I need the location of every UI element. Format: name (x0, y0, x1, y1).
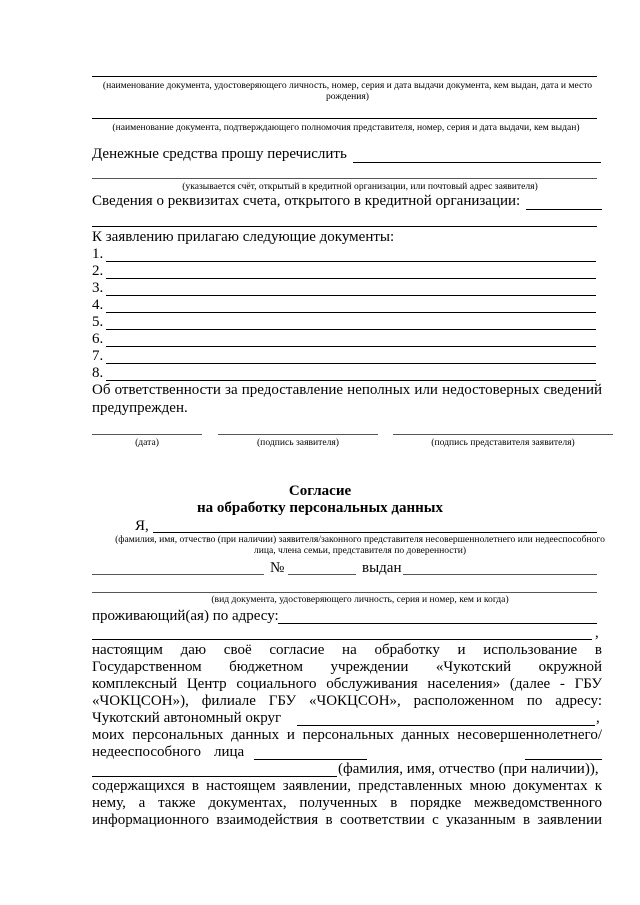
doc-item-number: 2. (92, 263, 104, 279)
bank-label: Сведения о реквизитах счета, открытого в кредитной организации: (92, 193, 521, 209)
consent-body-line: нему, а также документах, полученных в порядке межведомственного (92, 795, 602, 811)
issued-label: выдан (362, 560, 402, 576)
full-name-caption: (фамилия, имя, отчество (при наличии) заявителя/законного представителя несовершеннолетнего или недееспособного лица, члена семьи, представителя по доверенности) (115, 534, 605, 556)
identity-doc-caption: (наименование документа, удостоверяющего личность, номер, серия и дата выдачи документа, кем выдан, дата и место рождения) (102, 80, 593, 102)
authority-doc-line[interactable] (92, 118, 597, 119)
number-sign: № (270, 560, 285, 576)
consent-body-line: Государственном бюджетном учреждении «Чукотский окружной (92, 659, 602, 675)
region-comma: , (596, 710, 600, 726)
doc-item-number: 4. (92, 297, 104, 313)
identity-doc-line[interactable] (92, 76, 597, 77)
consent-body-line: моих персональных данных и персональных данных несовершеннолетнего/ (92, 727, 602, 743)
consent-body-line: содержащихся в настоящем заявлении, представленных мною документах к (92, 778, 602, 794)
consent-body-line: настоящим даю своё согласие на обработку и использование в (92, 642, 602, 658)
doc-item-number: 1. (92, 246, 104, 262)
region-field[interactable] (297, 725, 595, 726)
consent-title: Согласие (288, 483, 352, 499)
doc-item-number: 5. (92, 314, 104, 330)
issued-by-field[interactable] (403, 574, 597, 575)
doc-type-field[interactable] (92, 574, 264, 575)
region-label: Чукотский автономный округ (92, 710, 282, 726)
doc-item-number: 8. (92, 365, 104, 381)
doc-item-line[interactable] (106, 295, 596, 296)
documents-label: К заявлению прилагаю следующие документы: (92, 229, 395, 245)
applicant-signature-caption: (подпись заявителя) (256, 437, 339, 448)
representative-signature-caption: (подпись представителя заявителя) (431, 437, 575, 448)
consent-body-line: информационного взаимодействия в соответствии с указанным в заявлении (92, 812, 602, 828)
address-field[interactable] (278, 623, 597, 624)
consent-subtitle: на обработку персональных данных (197, 500, 443, 516)
date-caption: (дата) (135, 437, 159, 448)
person-name-caption: (фамилия, имя, отчество (при наличии)), (338, 761, 599, 777)
incapable-label: недееспособного (92, 744, 201, 760)
money-caption: (указывается счёт, открытый в кредитной организации, или почтовый адрес заявителя) (182, 181, 538, 192)
authority-doc-caption: (наименование документа, подтверждающего полномочия представителя, номер, серия и дата выдачи, кем выдан) (112, 122, 580, 133)
full-name-field[interactable] (153, 532, 597, 533)
doc-item-number: 7. (92, 348, 104, 364)
money-label: Денежные средства прошу перечислить (92, 146, 347, 162)
bank-field-2[interactable] (92, 226, 597, 227)
person-label: лица (214, 744, 245, 760)
consent-body-line: комплексный Центр социального обслуживания населения» (далее - ГБУ (92, 676, 602, 692)
person-field[interactable] (254, 759, 367, 760)
person-field-right[interactable] (525, 759, 602, 760)
doc-item-line[interactable] (106, 278, 596, 279)
doc-number-field[interactable] (288, 574, 356, 575)
bank-field[interactable] (526, 209, 602, 210)
doc-item-number: 6. (92, 331, 104, 347)
money-field[interactable] (353, 162, 601, 163)
doc-item-line[interactable] (106, 363, 596, 364)
address-label: проживающий(ая) по адресу: (92, 608, 279, 624)
doc-item-line[interactable] (106, 346, 596, 347)
representative-signature-field[interactable] (393, 434, 613, 435)
consent-body-line: «ЧОКЦСОН»), филиале ГБУ «ЧОКЦСОН», расположенном по адресу: (92, 693, 602, 709)
address-field-2[interactable] (92, 639, 592, 640)
doc-extra-line[interactable] (92, 592, 597, 593)
responsibility-line1: Об ответственности за предоставление неполных или недостоверных сведений (92, 382, 602, 398)
doc-item-line[interactable] (106, 312, 596, 313)
doc-item-line[interactable] (106, 380, 596, 381)
doc-item-line[interactable] (106, 261, 596, 262)
doc-item-line[interactable] (106, 329, 596, 330)
i-label: Я, (135, 518, 149, 534)
responsibility-line2: предупрежден. (92, 400, 188, 416)
address-comma: , (595, 625, 599, 641)
doc-item-number: 3. (92, 280, 104, 296)
doc-caption: (вид документа, удостоверяющего личность, серия и номер, кем и когда) (211, 594, 509, 605)
money-extra-line[interactable] (92, 178, 597, 179)
person-name-field[interactable] (92, 776, 337, 777)
applicant-signature-field[interactable] (218, 434, 378, 435)
date-field[interactable] (92, 434, 202, 435)
